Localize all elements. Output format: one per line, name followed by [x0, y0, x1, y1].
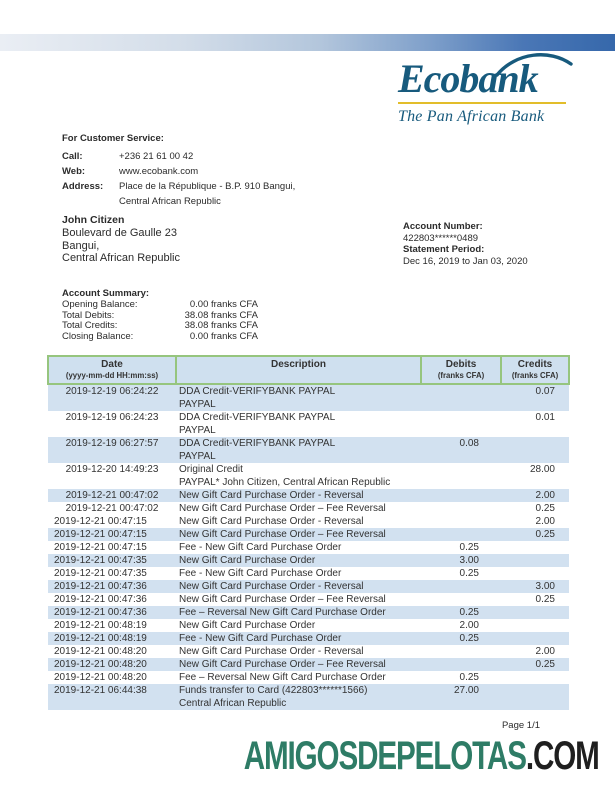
- customer-name: John Citizen: [62, 214, 125, 226]
- txn-credit-cell: [501, 684, 569, 710]
- txn-description-cell: [176, 541, 421, 554]
- txn-description-line: New Gift Card Purchase Order – Fee Reversal: [179, 659, 386, 670]
- txn-description-cell: [176, 411, 421, 437]
- txn-date-cell: 2019-12-19 06:27:57: [48, 437, 176, 463]
- txn-credit-cell: 2.00: [535, 646, 555, 657]
- customer-service-block: [62, 133, 295, 209]
- statement-period-value: Dec 16, 2019 to Jan 03, 2020: [403, 255, 528, 267]
- account-summary-title: Account Summary:: [62, 288, 150, 299]
- txn-credit-cell: [501, 606, 569, 619]
- summary-label: Total Credits:: [62, 320, 118, 332]
- txn-debit-cell: [421, 528, 501, 541]
- txn-debit-cell: 2.00: [459, 620, 479, 631]
- txn-debit-cell: 27.00: [421, 684, 501, 710]
- account-number-value: 422803******0489: [403, 232, 479, 244]
- customer-service-value: +236 21 61 00 42: [119, 151, 194, 162]
- table-row: [48, 437, 569, 463]
- txn-credit-cell: 2.00: [535, 516, 555, 527]
- header-credits-unit: (franks CFA): [511, 371, 559, 380]
- header-debits-unit: (franks CFA): [437, 371, 485, 380]
- txn-debit-cell: 0.25: [459, 568, 479, 579]
- account-info-block: [403, 221, 528, 267]
- txn-description-line: New Gift Card Purchase Order - Reversal: [179, 490, 364, 501]
- txn-description-cell: [176, 463, 421, 489]
- txn-date-cell: 2019-12-21 00:47:36: [48, 580, 176, 593]
- txn-description-line: Original Credit: [179, 464, 243, 475]
- txn-date-cell: 2019-12-19 06:24:23: [65, 412, 159, 423]
- summary-label: Opening Balance:: [62, 299, 138, 310]
- customer-service-row: [62, 179, 295, 194]
- txn-date-cell: 2019-12-21 00:48:20: [54, 672, 147, 683]
- header-date-format: (yyyy-mm-dd HH:mm:ss): [65, 371, 159, 380]
- txn-credit-cell: [501, 567, 569, 580]
- txn-description-cell: [176, 528, 421, 541]
- txn-debit-cell: [421, 411, 501, 437]
- ecobank-logo-wordmark: [398, 58, 568, 100]
- ecobank-logo: [398, 58, 568, 126]
- ecobank-logo-text: Ecobank: [398, 56, 538, 101]
- txn-description-line: New Gift Card Purchase Order – Fee Reversal: [179, 594, 386, 605]
- txn-debit-cell: 0.25: [459, 672, 479, 683]
- txn-credit-cell: [501, 554, 569, 567]
- txn-date-cell: 2019-12-21 00:47:36: [48, 606, 176, 619]
- transactions-table: [47, 355, 570, 710]
- txn-debit-cell: [421, 645, 501, 658]
- txn-description-cell: [176, 489, 421, 502]
- logo-tagline: The Pan African Bank: [398, 108, 545, 125]
- txn-date-cell: 2019-12-21 06:44:38: [48, 684, 176, 710]
- txn-description-line: Fee – Reversal New Gift Card Purchase Order: [179, 672, 386, 683]
- customer-address-line: Bangui,: [62, 239, 100, 252]
- customer-service-label: Web:: [62, 166, 86, 177]
- txn-description-line: Fee - New Gift Card Purchase Order: [179, 542, 342, 553]
- txn-date-cell: 2019-12-21 00:48:20: [48, 658, 176, 671]
- table-row: [48, 684, 569, 710]
- customer-service-row: [62, 149, 295, 164]
- summary-label: Total Debits:: [62, 309, 115, 321]
- txn-description-cell: [176, 606, 421, 619]
- table-row: [48, 515, 569, 528]
- txn-debit-cell: [421, 384, 501, 411]
- txn-description-cell: [176, 619, 421, 632]
- page-number: Page 1/1: [501, 720, 540, 731]
- txn-date-cell: 2019-12-21 00:47:02: [48, 489, 176, 502]
- txn-description-cell: [176, 567, 421, 580]
- txn-description-line: Fee - New Gift Card Purchase Order: [179, 633, 342, 644]
- txn-date-cell: 2019-12-21 00:47:15: [48, 528, 176, 541]
- txn-date-cell: 2019-12-20 14:49:23: [65, 464, 159, 475]
- txn-description-line: DDA Credit-VERIFYBANK PAYPAL: [179, 386, 336, 397]
- txn-credit-cell: 0.25: [535, 594, 555, 605]
- txn-description-cell: [176, 515, 421, 528]
- txn-credit-cell: 28.00: [529, 464, 555, 475]
- txn-credit-cell: 0.25: [535, 503, 555, 514]
- account-summary-row: [62, 300, 258, 311]
- customer-service-title: For Customer Service:: [62, 133, 164, 144]
- account-summary-rows: [62, 300, 258, 342]
- transactions-header: [48, 356, 569, 384]
- txn-date-cell: 2019-12-21 00:47:15: [54, 542, 147, 553]
- table-row: [48, 411, 569, 437]
- txn-debit-cell: 0.25: [421, 606, 501, 619]
- account-summary-row: [62, 332, 258, 343]
- txn-credit-cell: 3.00: [501, 580, 569, 593]
- summary-label: Closing Balance:: [62, 330, 134, 342]
- account-summary-block: [62, 288, 258, 342]
- txn-date-cell: 2019-12-21 00:47:02: [65, 503, 159, 514]
- txn-date-cell: 2019-12-19 06:24:22: [48, 384, 176, 411]
- header-credits: Credits (franks CFA): [501, 356, 569, 384]
- txn-credit-cell: [501, 632, 569, 645]
- table-row: [48, 671, 569, 684]
- txn-date-cell: 2019-12-21 00:47:35: [48, 554, 176, 567]
- txn-debit-cell: [421, 580, 501, 593]
- txn-credit-cell: 0.01: [535, 412, 555, 423]
- table-row: [48, 632, 569, 645]
- summary-value: 38.08 franks CFA: [184, 320, 258, 332]
- logo-gold-rule: [398, 102, 566, 104]
- customer-address-line: Central African Republic: [62, 252, 181, 265]
- txn-description-line: DDA Credit-VERIFYBANK PAYPAL: [179, 412, 336, 423]
- table-row: [48, 489, 569, 502]
- txn-description-cell: [176, 502, 421, 515]
- customer-address-line: Boulevard de Gaulle 23: [62, 227, 177, 239]
- customer-service-value: www.ecobank.com: [119, 166, 199, 177]
- customer-service-rows: [62, 149, 295, 209]
- table-row: [48, 658, 569, 671]
- txn-description-line: New Gift Card Purchase Order – Fee Reversal: [179, 503, 386, 514]
- table-row: [48, 541, 569, 554]
- txn-description-cell: [176, 593, 421, 606]
- table-row: [48, 645, 569, 658]
- header-date: Date (yyyy-mm-dd HH:mm:ss): [48, 356, 176, 384]
- txn-description-line: New Gift Card Purchase Order - Reversal: [179, 581, 364, 592]
- txn-date-cell: 2019-12-21 00:47:35: [54, 568, 147, 579]
- txn-description-cell: [176, 580, 421, 593]
- txn-date-cell: 2019-12-21 00:48:19: [48, 632, 176, 645]
- txn-description-line: New Gift Card Purchase Order: [179, 555, 316, 566]
- txn-date-cell: 2019-12-21 00:48:19: [54, 620, 147, 631]
- table-row: [48, 502, 569, 515]
- table-row: [48, 606, 569, 619]
- table-row: [48, 463, 569, 489]
- txn-description-line: Central African Republic: [179, 698, 287, 709]
- txn-credit-cell: 2.00: [501, 489, 569, 502]
- txn-description-line: PAYPAL: [179, 399, 216, 410]
- txn-credit-cell: [501, 541, 569, 554]
- txn-debit-cell: 0.25: [421, 632, 501, 645]
- customer-service-label: [62, 194, 119, 209]
- txn-description-line: PAYPAL: [179, 425, 216, 436]
- customer-service-row: [62, 164, 295, 179]
- txn-description-cell: [176, 684, 421, 710]
- header-debits: Debits (franks CFA): [421, 356, 501, 384]
- customer-service-label: Call:: [62, 151, 83, 162]
- customer-address-lines: [62, 227, 180, 265]
- txn-credit-cell: [501, 619, 569, 632]
- txn-debit-cell: [421, 489, 501, 502]
- txn-description-cell: [176, 554, 421, 567]
- txn-description-cell: [176, 632, 421, 645]
- txn-credit-cell: 0.25: [501, 658, 569, 671]
- logo-swoosh-icon: [494, 49, 574, 79]
- summary-value: 38.08 franks CFA: [184, 309, 258, 321]
- txn-description-cell: [176, 645, 421, 658]
- txn-credit-cell: [501, 437, 569, 463]
- txn-credit-cell: [501, 671, 569, 684]
- watermark-main: AMIGOSDEPELOTAS: [244, 734, 527, 778]
- customer-service-row: [62, 194, 295, 209]
- table-row: [48, 593, 569, 606]
- statement-period-label: Statement Period:: [403, 244, 485, 255]
- transactions-body: [48, 384, 569, 710]
- txn-credit-cell: 0.07: [501, 384, 569, 411]
- customer-service-value: Central African Republic: [119, 196, 221, 207]
- account-number-label: Account Number:: [403, 221, 483, 232]
- txn-description-line: New Gift Card Purchase Order - Reversal: [179, 516, 364, 527]
- table-row: [48, 619, 569, 632]
- txn-description-line: PAYPAL* John Citizen, Central African Republic: [179, 477, 391, 488]
- txn-description-line: Funds transfer to Card (422803******1566): [179, 685, 368, 696]
- txn-debit-cell: 0.08: [421, 437, 501, 463]
- table-row: [48, 384, 569, 411]
- txn-debit-cell: [421, 502, 501, 515]
- table-row: [48, 528, 569, 541]
- table-row: [48, 580, 569, 593]
- txn-date-cell: 2019-12-21 00:48:20: [54, 646, 147, 657]
- customer-address-block: [62, 213, 180, 265]
- txn-description-line: New Gift Card Purchase Order – Fee Reversal: [179, 529, 386, 540]
- table-row: [48, 554, 569, 567]
- summary-value: 0.00 franks CFA: [189, 299, 258, 310]
- txn-date-cell: 2019-12-21 00:47:36: [54, 594, 147, 605]
- summary-value: 0.00 franks CFA: [189, 330, 258, 342]
- txn-description-cell: [176, 671, 421, 684]
- txn-credit-cell: 0.25: [501, 528, 569, 541]
- txn-debit-cell: [421, 658, 501, 671]
- table-row: [48, 567, 569, 580]
- txn-date-cell: 2019-12-21 00:47:15: [54, 516, 147, 527]
- txn-description-line: PAYPAL: [179, 451, 216, 462]
- txn-description-cell: [176, 384, 421, 411]
- txn-description-line: New Gift Card Purchase Order: [179, 620, 316, 631]
- txn-description-line: DDA Credit-VERIFYBANK PAYPAL: [179, 438, 336, 449]
- txn-description-cell: [176, 658, 421, 671]
- txn-description-cell: [176, 437, 421, 463]
- txn-description-line: Fee – Reversal New Gift Card Purchase Order: [179, 607, 386, 618]
- customer-service-value: Place de la République - B.P. 910 Bangui,: [119, 181, 296, 192]
- watermark-suffix: .COM: [526, 734, 599, 778]
- txn-description-line: New Gift Card Purchase Order - Reversal: [179, 646, 364, 657]
- txn-debit-cell: [421, 463, 501, 489]
- header-description: Description: [176, 356, 421, 384]
- txn-debit-cell: [421, 515, 501, 528]
- customer-service-label: Address:: [62, 181, 104, 192]
- txn-debit-cell: [421, 593, 501, 606]
- txn-description-line: Fee - New Gift Card Purchase Order: [179, 568, 342, 579]
- txn-debit-cell: 3.00: [421, 554, 501, 567]
- watermark: [244, 735, 599, 777]
- txn-debit-cell: 0.25: [459, 542, 479, 553]
